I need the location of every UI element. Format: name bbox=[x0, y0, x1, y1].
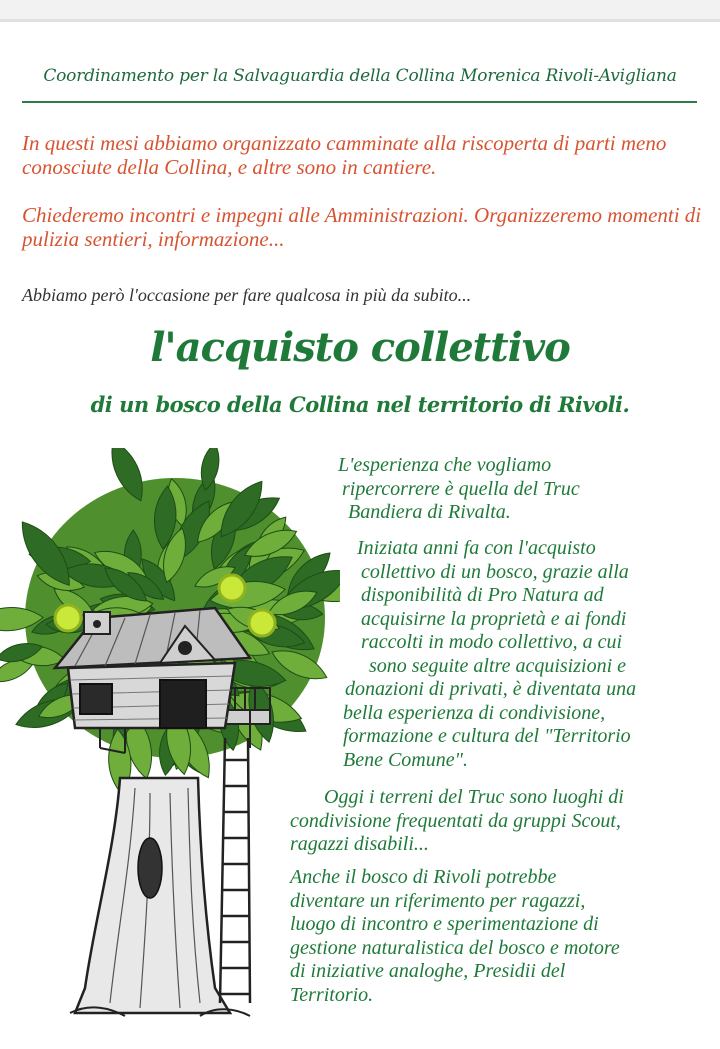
top-bar bbox=[0, 0, 720, 22]
treehouse-illustration bbox=[0, 448, 340, 1023]
body-paragraph-4: Anche il bosco di Rivoli potrebbe diventare un riferimento per ragazzi, luogo di incontro e sperimentazione di gestione naturalistica del bosco e motore di iniziative analoghe, Presidii del Territorio. bbox=[290, 866, 620, 1006]
chestnut-burr bbox=[249, 610, 275, 636]
intro-paragraph-1: In questi mesi abbiamo organizzato camminate alla riscoperta di parti meno conosciute della Collina, e altre sono in cantiere. bbox=[22, 131, 667, 179]
trunk-knot-hole bbox=[138, 838, 162, 898]
ladder bbox=[220, 738, 250, 1003]
treehouse-window bbox=[80, 684, 112, 714]
body-paragraph-1: L'esperienza che vogliamo ripercorrere è quella del Truc Bandiera di Rivalta. bbox=[338, 454, 580, 523]
header-divider bbox=[22, 101, 697, 103]
headline-title: l'acquisto collettivo bbox=[150, 324, 570, 371]
chestnut-burr bbox=[219, 575, 245, 601]
lead-text: Abbiamo però l'occasione per fare qualcosa in più da subito... bbox=[22, 285, 472, 305]
header-title: Coordinamento per la Salvaguardia della Collina Morenica Rivoli-Avigliana bbox=[43, 66, 677, 86]
body-paragraph-2: Iniziata anni fa con l'acquisto collettivo di un bosco, grazie alla disponibilità di Pro Natura ad acquisirne la proprietà e ai fondi raccolti in modo collettivo, a cui sono seguite altre acquisizioni e donazioni di privati, è diventata una bella esperienza di condivisione, formazione e cultura del "Territorio Bene Comune". bbox=[343, 537, 637, 771]
treehouse-door bbox=[160, 680, 206, 728]
intro-paragraph-2: Chiederemo incontri e impegni alle Amministrazioni. Organizzeremo momenti di pulizia sentieri, informazione... bbox=[22, 203, 702, 251]
body-paragraph-3: Oggi i terreni del Truc sono luoghi di condivisione frequentati da gruppi Scout, ragazzi disabili... bbox=[290, 786, 624, 855]
headline-subtitle: di un bosco della Collina nel territorio di Rivoli. bbox=[90, 392, 630, 417]
chestnut-burr bbox=[55, 605, 81, 631]
gable-window bbox=[178, 641, 192, 655]
